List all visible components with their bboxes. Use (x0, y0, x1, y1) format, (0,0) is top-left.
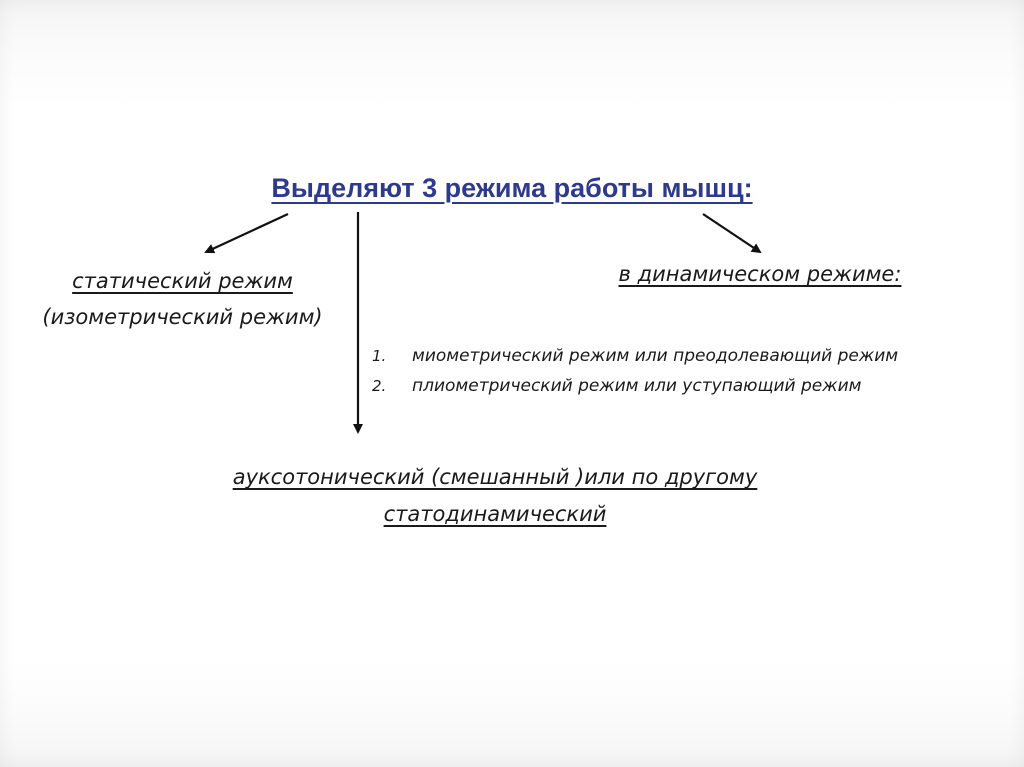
list-item (372, 341, 898, 371)
list-item-number: 2. (372, 377, 387, 395)
list-item (372, 371, 898, 401)
list-item-text: плиометрический режим или уступающий режим (412, 376, 862, 396)
static-mode-label (0, 263, 365, 335)
dynamic-mode-list (372, 341, 898, 401)
list-item-number: 1. (372, 347, 387, 365)
static-mode-line1: статический режим (72, 269, 293, 293)
auxotonic-mode-line1: ауксотонический (смешанный )или по другому (232, 465, 758, 489)
arrow-to-static-mode (206, 214, 288, 252)
static-mode-line2: (изометрический режим) (42, 305, 323, 329)
auxotonic-mode-label (0, 459, 990, 533)
list-item-text: миометрический режим или преодолевающий режим (412, 346, 899, 366)
auxotonic-mode-line2: статодинамический (383, 502, 607, 526)
arrow-to-dynamic-mode (703, 214, 760, 252)
dynamic-mode-heading: в динамическом режиме: (618, 262, 902, 286)
slide-title: Выделяют 3 режима работы мышц: (271, 173, 753, 203)
